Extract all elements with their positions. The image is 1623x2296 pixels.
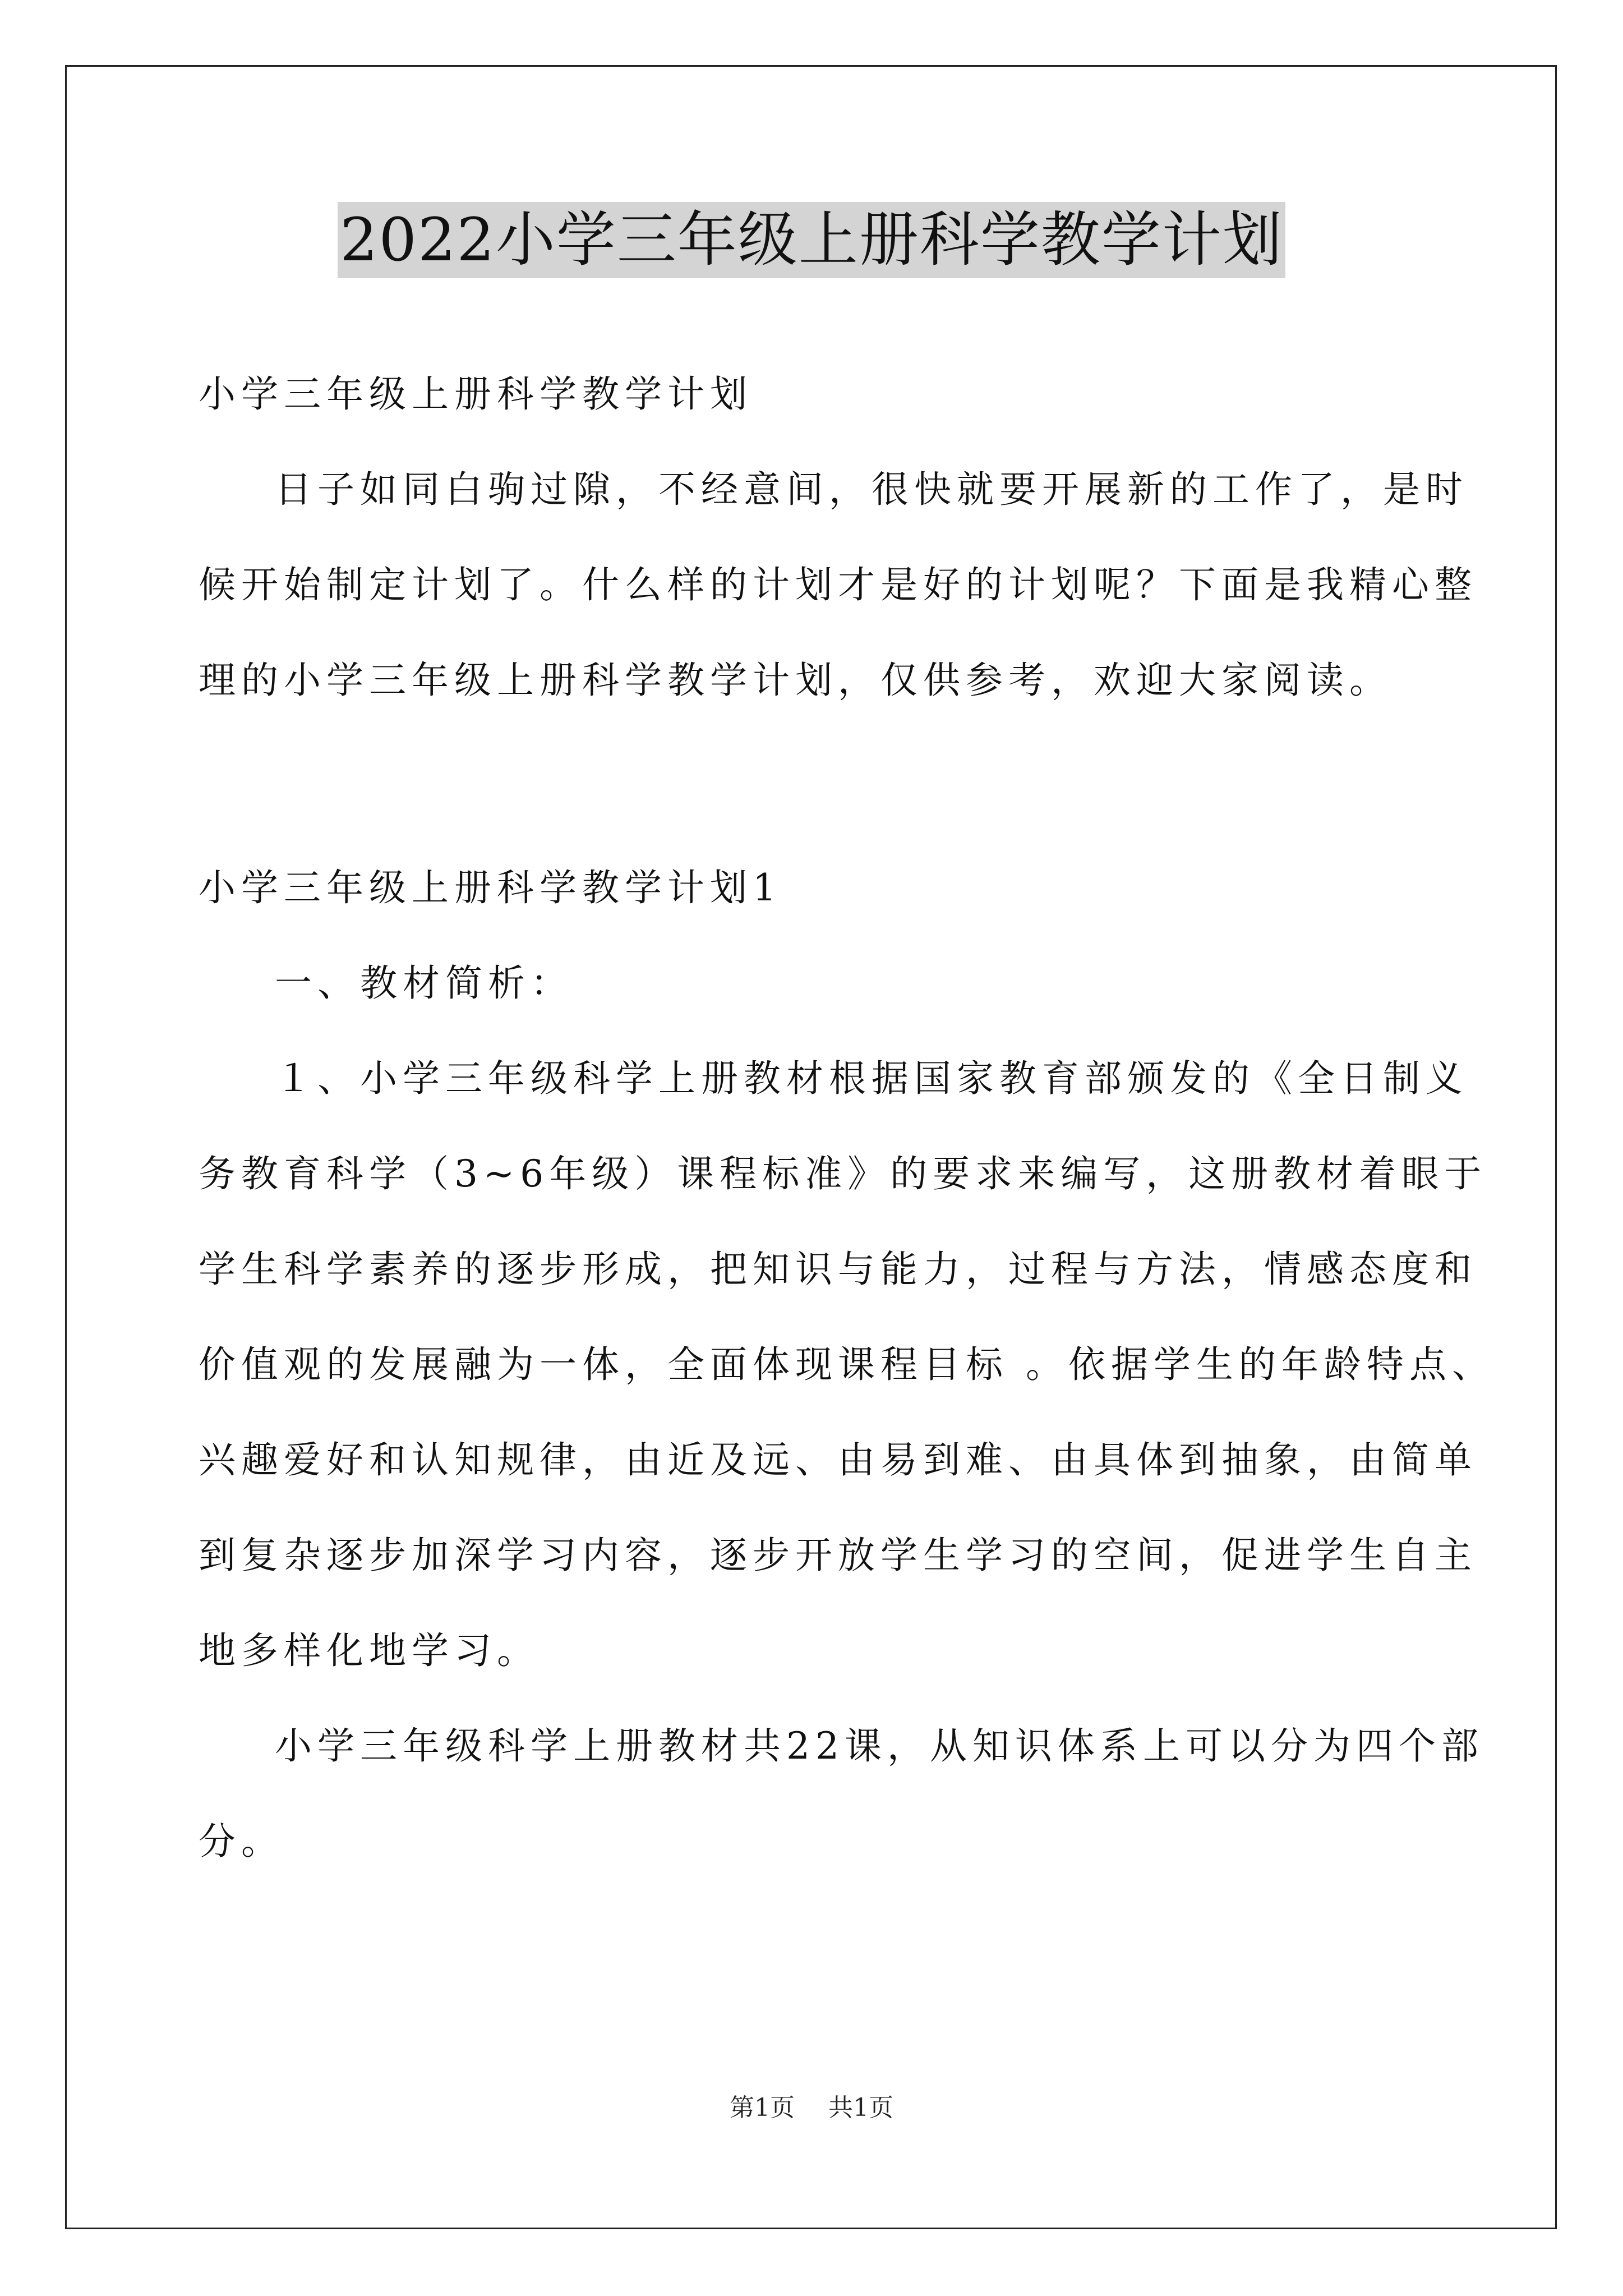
- page-footer: [0, 2091, 1623, 2125]
- subsection-heading: 一、教材简析：: [275, 961, 573, 1005]
- paragraph-line-6: 到复杂逐步加深学习内容，逐步开放学生学习的空间，促进学生自主: [199, 1534, 1477, 1577]
- paragraph-line-3: 学生科学素养的逐步形成，把知识与能力，过程与方法，情感态度和: [199, 1248, 1477, 1291]
- title-container: [0, 202, 1623, 278]
- intro-line-2: 候开始制定计划了。什么样的计划才是好的计划呢？下面是我精心整: [199, 563, 1477, 606]
- document-body: [199, 347, 1495, 1889]
- paragraph-line-5: 兴趣爱好和认知规律，由近及远、由易到难、由具体到抽象，由简单: [199, 1438, 1477, 1481]
- page-total: 共1页: [828, 2093, 893, 2122]
- document-title: 2022小学三年级上册科学教学计划: [338, 202, 1285, 278]
- paragraph2-line-2: 分。: [199, 1820, 284, 1863]
- paragraph-line-1: １、小学三年级科学上册教材根据国家教育部颁发的《全日制义: [275, 1057, 1468, 1100]
- section-heading-1: 小学三年级上册科学教学计划1: [199, 866, 782, 909]
- subtitle-line: 小学三年级上册科学教学计划: [199, 372, 753, 416]
- paragraph-line-4: 价值观的发展融为一体，全面体现课程目标 。依据学生的年龄特点、: [199, 1343, 1495, 1386]
- intro-line-1: 日子如同白驹过隙，不经意间，很快就要开展新的工作了，是时: [275, 468, 1468, 511]
- intro-line-3: 理的小学三年级上册科学教学计划，仅供参考，欢迎大家阅读。: [199, 659, 1392, 702]
- paragraph-line-7: 地多样化地学习。: [199, 1629, 540, 1672]
- paragraph2-line-1: 小学三年级科学上册教材共22课，从知识体系上可以分为四个部: [275, 1724, 1484, 1768]
- paragraph-line-2: 务教育科学（3~6年级）课程标准》的要求来编写，这册教材着眼于: [199, 1152, 1487, 1195]
- page-number: 第1页: [730, 2093, 795, 2122]
